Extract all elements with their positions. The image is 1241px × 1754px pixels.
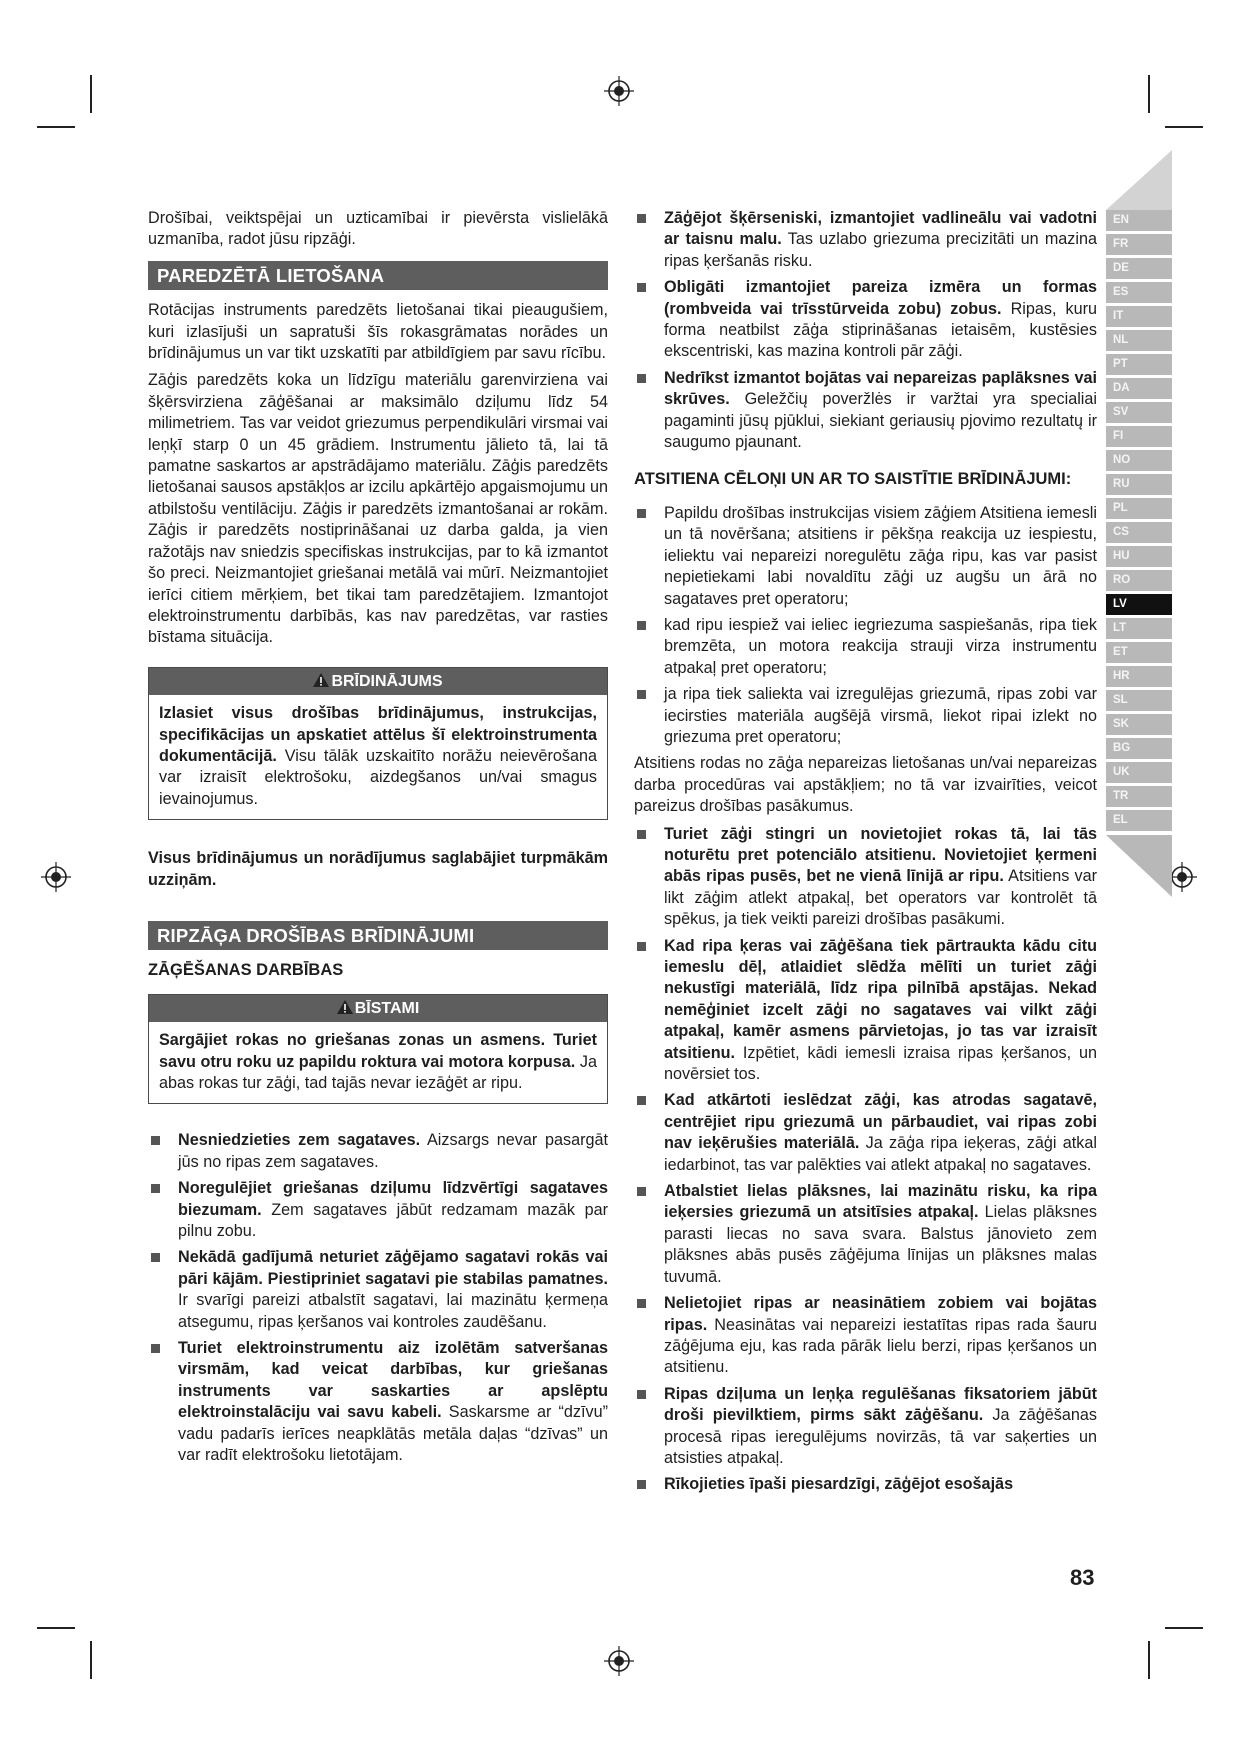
- bullet-square-icon: [151, 1184, 160, 1193]
- list-item-text: Geležčių poveržlės ir varžtai yra specialiai pagaminti jūsų pjūklui, siekiant geriausių pjovimo rezultatų ir saugumo pjaunant.: [664, 390, 1097, 452]
- language-tab-ro[interactable]: RO: [1106, 570, 1172, 591]
- warning-box: [148, 667, 608, 820]
- list-item-text: Ripas, kuru forma neatbilst zāģa stiprināšanas ietaisēm, kustēsies ekscentriski, kas mazina kontroli pār zāģi.: [664, 299, 1097, 361]
- list-item-bold: Rīkojieties īpaši piesardzīgi, zāģējot esošajās: [664, 1475, 1014, 1494]
- list-item-text: Saskarsme ar “dzīvu” vadu padarīs ierīces neapklātās metāla daļas “dzīvas” un var radīt elektrošoku lietotājam.: [178, 1403, 608, 1465]
- list-item-bold: Noregulējiet griešanas dziļumu līdzvērtīgi sagataves biezumam.: [178, 1179, 608, 1219]
- bullet-square-icon: [637, 621, 646, 630]
- list-item: [148, 1247, 608, 1333]
- language-tab-sk[interactable]: SK: [1106, 714, 1172, 735]
- tab-decoration-top: [1106, 150, 1172, 210]
- danger-box: [148, 994, 608, 1105]
- bullet-square-icon: [637, 374, 646, 383]
- bullet-square-icon: [637, 1390, 646, 1399]
- list-item: [634, 1474, 1097, 1495]
- language-tab-bg[interactable]: BG: [1106, 738, 1172, 759]
- bullet-square-icon: [637, 1187, 646, 1196]
- language-tabs: [1106, 210, 1172, 834]
- list-item: [634, 1090, 1097, 1176]
- paragraph: Zāģis paredzēts koka un līdzīgu materiālu garenvirziena vai šķērsvirziena zāģēšanai ar maksimālo dziļumu līdz 54 milimetriem. Tas var veidot griezumus perpendikulāri virsmai vai leņķī starp 0 un 45 grādiem. Instrumentu jālieto tā, lai tā pamatne saskartos ar apstrādājamo materiālu. Zāģis paredzēts lietošanai sausos apstākļos ar izcilu apkārtējo apgaismojumu un atbilstošu ventilāciju. Zāģis ir paredzēts izmantošanai ar rokām. Zāģis ir paredzēts nostiprināšanai uz darba galda, ja vien ražotājs nav sniedzis specifiskas instrukcijas, par to kā izmantot šo preci. Neizmantojiet griešanai metālā vai mūrī. Neizmantojiet ierīci citiem mērķiem, bet tikai tam paredzētajiem. Izmantojot elektroinstrumentu darbībās, kas nav paredzētas, var rasties bīstama situācija.: [148, 371, 608, 647]
- language-tab-pl[interactable]: PL: [1106, 498, 1172, 519]
- crop-mark: [1148, 75, 1150, 113]
- list-item-bold: Nekādā gadījumā neturiet zāģējamo sagatavi rokās vai pāri kājām. Piestipriniet sagatavi pie stabilas pamatnes.: [178, 1248, 608, 1288]
- danger-text: Ja abas rokas tur zāģi, tad tajās nevar iezāģēt ar ripu.: [159, 1052, 597, 1092]
- list-item: [634, 277, 1097, 363]
- list-item: [634, 368, 1097, 454]
- list-item: [634, 1384, 1097, 1470]
- left-bullet-list: [148, 1130, 608, 1466]
- crop-mark: [37, 126, 75, 128]
- crop-mark: [90, 75, 92, 113]
- list-item-bold: Ripas dziļuma un leņķa regulēšanas fiksatoriem jābūt droši pievilktiem, pirms sākt zāģēšanu.: [664, 1384, 1097, 1425]
- warning-box-body: [149, 695, 607, 819]
- language-tab-lt[interactable]: LT: [1106, 618, 1172, 639]
- language-tab-sl[interactable]: SL: [1106, 690, 1172, 711]
- list-item-text: Zem sagataves jābūt redzamam mazāk par pilnu zobu.: [178, 1200, 608, 1241]
- list-item-bold: Nesniedzieties zem sagataves.: [178, 1131, 421, 1150]
- left-column: [148, 208, 608, 1472]
- intro-paragraph: Drošībai, veiktspējai un uzticamībai ir pievērsta vislielākā uzmanība, radot jūsu ripzāģi.: [148, 209, 608, 249]
- bullet-square-icon: [637, 1480, 646, 1489]
- list-item: [148, 1178, 608, 1242]
- list-item-text: Ja zāģēšanas procesā ripas ieregulējums novirzās, tā var saķerties un atsisties atpakaļ.: [664, 1406, 1097, 1467]
- list-item-bold: Nedrīkst izmantot bojātas vai nepareizas paplāksnes vai skrūves.: [664, 368, 1097, 409]
- kickback-heading: ATSITIENA CĒLOŅI UN AR TO SAISTĪTIE BRĪDINĀJUMI:: [634, 470, 1072, 489]
- list-item: [634, 824, 1097, 931]
- warning-triangle-icon: [313, 673, 329, 687]
- language-tab-et[interactable]: ET: [1106, 642, 1172, 663]
- list-item: [148, 1130, 608, 1173]
- crop-mark: [1165, 1627, 1203, 1629]
- page-number: 83: [1070, 1565, 1095, 1590]
- list-item-text: Aizsargs nevar pasargāt jūs no ripas zem sagataves.: [178, 1131, 608, 1171]
- danger-box-body: [149, 1022, 607, 1103]
- list-item: [634, 208, 1097, 272]
- warning-title: BRĪDINĀJUMS: [331, 672, 443, 690]
- list-item-text: kad ripu iespiež vai ieliec iegriezuma saspiešanās, ripa tiek bremzēta, un motora reakcija strauji virza instrumentu atpakaļ pret operatoru;: [664, 615, 1097, 677]
- section-title-saw-safety: RIPZĀĢA DROŠĪBAS BRĪDINĀJUMI: [148, 921, 608, 950]
- save-note: [148, 848, 608, 891]
- list-item-bold: Obligāti izmantojiet pareiza izmēra un formas (rombveida vai trīsstūrveida zobu) zobus.: [664, 278, 1097, 318]
- list-item-text: Atsitiens var likt zāģim atlekt atpakaļ, bet operators var kontrolēt tā spēkus, ja tiek veikti pareizi drošības pasākumi.: [664, 867, 1097, 929]
- list-item-text: Lielas plāksnes parasti liecas no sava svara. Balstus jānovieto zem plāksnes abās pusēs zāģējuma līnijas un plāksnes malas tuvumā.: [664, 1203, 1097, 1286]
- registration-mark-icon: [41, 862, 71, 892]
- list-item-text: Ir svarīgi pareizi atbalstīt sagatavi, lai mazinātu ķermeņa atsegumu, ripas ķeršanos vai kontroles zaudēšanu.: [178, 1291, 608, 1331]
- list-item-text: Papildu drošības instrukcijas visiem zāģiem Atsitiena iemesli un tā novēršana; atsitiens ir pēkšņa reakcija uz iespiestu, ieliektu vai nepareizi noregulētu zāģa ripu, kas var pasist nepietiekami labi novaldītu zāģi uz augšu un ārā no sagataves pret operatoru;: [664, 503, 1097, 608]
- bullet-square-icon: [151, 1253, 160, 1262]
- section-title-intended-use: PAREDZĒTĀ LIETOŠANA: [148, 261, 608, 290]
- list-item: [634, 615, 1097, 679]
- right-column: [634, 208, 1097, 1501]
- list-item-text: Ja zāģa ripa ieķeras, zāģi atkal iedarbinot, tas var palēkties vai atlekt atpakaļ no sagataves.: [664, 1134, 1097, 1174]
- language-tab-nl[interactable]: NL: [1106, 330, 1172, 351]
- language-tab-de[interactable]: DE: [1106, 258, 1172, 279]
- language-tab-uk[interactable]: UK: [1106, 762, 1172, 783]
- list-item: [634, 1293, 1097, 1379]
- language-tab-el[interactable]: EL: [1106, 810, 1172, 831]
- language-tab-lv[interactable]: LV: [1106, 594, 1172, 615]
- list-item-bold: Turiet zāģi stingri un novietojiet rokas tā, lai tās noturētu pret potenciālo atsitienu. Novietojiet ķermeni abās ripas pusēs, bet ne vienā līnijā ar ripu.: [664, 824, 1097, 886]
- list-item-text: Tas uzlabo griezuma precizitāti un mazina ripas ķeršanās risku.: [664, 230, 1098, 270]
- list-item-bold: Kad atkārtoti ieslēdzat zāģi, kas atrodas sagatavē, centrējiet ripu griezumā un pārbaudiet, vai ripas zobi nav ieķērušies materiālā.: [664, 1091, 1097, 1153]
- right-bullet-list-3: [634, 824, 1097, 1496]
- list-item: [148, 1338, 608, 1466]
- danger-title: BĪSTAMI: [354, 999, 420, 1017]
- language-tab-en[interactable]: EN: [1106, 210, 1172, 231]
- list-item-bold: Kad ripa ķeras vai zāģēšana tiek pārtraukta kādu citu iemeslu dēļ, atlaidiet slēdža mēlīti un turiet zāģi nekustīgi materiālā, līdz ripa pilnībā apstājas. Nekad nemēģiniet izcelt zāģi no sagataves vai vilkt zāģi atpakaļ, kamēr asmens pārvietojas, jo tas var izraisīt atsitienu.: [664, 936, 1097, 1062]
- save-note-text: Visus brīdinājumus un norādījumus saglabājiet turpmākām uzziņām.: [148, 849, 608, 889]
- list-item-text: ja ripa tiek saliekta vai izregulējas griezumā, ripas zobi var iecirsties materiāla augšējā virsmā, liekot ripai izlekt no griezuma pret operatoru;: [664, 685, 1097, 746]
- bullet-square-icon: [637, 1096, 646, 1105]
- language-tab-sv[interactable]: SV: [1106, 402, 1172, 423]
- warning-text: Visu tālāk uzskaitīto norāžu neievērošana var izraisīt elektrošoku, aizdegšanos un/vai smagus ievainojumus.: [159, 746, 597, 808]
- kickback-paragraph: Atsitiens rodas no zāģa nepareizas lietošanas un/vai nepareizas darba procedūras vai apstākļiem; no tā var izvairīties, veicot pareizus drošības pasākumus.: [634, 754, 1097, 816]
- bullet-square-icon: [637, 830, 646, 839]
- list-item: [634, 936, 1097, 1086]
- language-tab-it[interactable]: IT: [1106, 306, 1172, 327]
- bullet-square-icon: [151, 1344, 160, 1353]
- warning-bold-text: Izlasiet visus drošības brīdinājumus, instrukcijas, specifikācijas un apskatiet attēlus šī elektroinstrumenta dokumentācijā.: [159, 704, 597, 765]
- crop-mark: [90, 1641, 92, 1679]
- list-item-bold: Nelietojiet ripas ar neasinātiem zobiem vai bojātas ripas.: [664, 1294, 1097, 1334]
- registration-mark-icon: [604, 1646, 634, 1676]
- right-bullet-list-2: [634, 503, 1097, 748]
- language-tab-da[interactable]: DA: [1106, 378, 1172, 399]
- danger-box-header: [149, 995, 607, 1022]
- danger-bold-text: Sargājiet rokas no griešanas zonas un asmens. Turiet savu otru roku uz papildu roktura vai motora korpusa.: [159, 1031, 597, 1071]
- bullet-square-icon: [637, 690, 646, 699]
- bullet-square-icon: [637, 942, 646, 951]
- language-tab-pt[interactable]: PT: [1106, 354, 1172, 375]
- tab-decoration-bottom: [1106, 835, 1172, 897]
- language-tab-tr[interactable]: TR: [1106, 786, 1172, 807]
- list-item-text: Izpētiet, kādi iemesli izraisa ripas ķeršanos, un novērsiet tos.: [664, 1043, 1097, 1084]
- bullet-square-icon: [637, 509, 646, 518]
- crop-mark: [1165, 126, 1203, 128]
- list-item-bold: Turiet elektroinstrumentu aiz izolētām satveršanas virsmām, kad veicat darbības, kur griešanas instruments var saskarties ar apslēptu elektroinstalāciju vai savu kabeli.: [178, 1339, 608, 1422]
- subheading-cutting: ZĀĢĒŠANAS DARBĪBAS: [148, 961, 344, 980]
- warning-triangle-icon: [337, 1000, 353, 1014]
- list-item-text: Neasinātas vai nepareizi iestatītas ripas rada šauru zāģējuma eju, kas rada pārāk lielu berzi, ripas ķeršanos un atsitienu.: [664, 1315, 1097, 1377]
- language-tab-hr[interactable]: HR: [1106, 666, 1172, 687]
- bullet-square-icon: [637, 214, 646, 223]
- list-item-bold: Zāģējot šķērseniski, izmantojiet vadlineālu vai vadotni ar taisnu malu.: [664, 209, 1097, 249]
- paragraph: Rotācijas instruments paredzēts lietošanai tikai pieaugušiem, kuri izlasījuši un sapratuši šīs rokasgrāmatas norādes un brīdinājumus un var tikt uzskatīti par atbildīgiem par savu rīcību.: [148, 301, 608, 363]
- warning-box-header: [149, 668, 607, 695]
- bullet-square-icon: [637, 1299, 646, 1308]
- bullet-square-icon: [637, 283, 646, 292]
- language-tab-ru[interactable]: RU: [1106, 474, 1172, 495]
- language-tab-fi[interactable]: FI: [1106, 426, 1172, 447]
- list-item-bold: Atbalstiet lielas plāksnes, lai mazinātu risku, ka ripa ieķersies griezumā un atsitīsies atpakaļ.: [664, 1182, 1097, 1222]
- language-tab-fr[interactable]: FR: [1106, 234, 1172, 255]
- crop-mark: [1148, 1641, 1150, 1679]
- crop-mark: [37, 1627, 75, 1629]
- language-tab-cs[interactable]: CS: [1106, 522, 1172, 543]
- list-item: [634, 503, 1097, 610]
- right-bullet-list-1: [634, 208, 1097, 453]
- language-tab-no[interactable]: NO: [1106, 450, 1172, 471]
- language-tab-es[interactable]: ES: [1106, 282, 1172, 303]
- bullet-square-icon: [151, 1136, 160, 1145]
- list-item: [634, 684, 1097, 748]
- list-item: [634, 1181, 1097, 1288]
- registration-mark-icon: [604, 76, 634, 106]
- language-tab-hu[interactable]: HU: [1106, 546, 1172, 567]
